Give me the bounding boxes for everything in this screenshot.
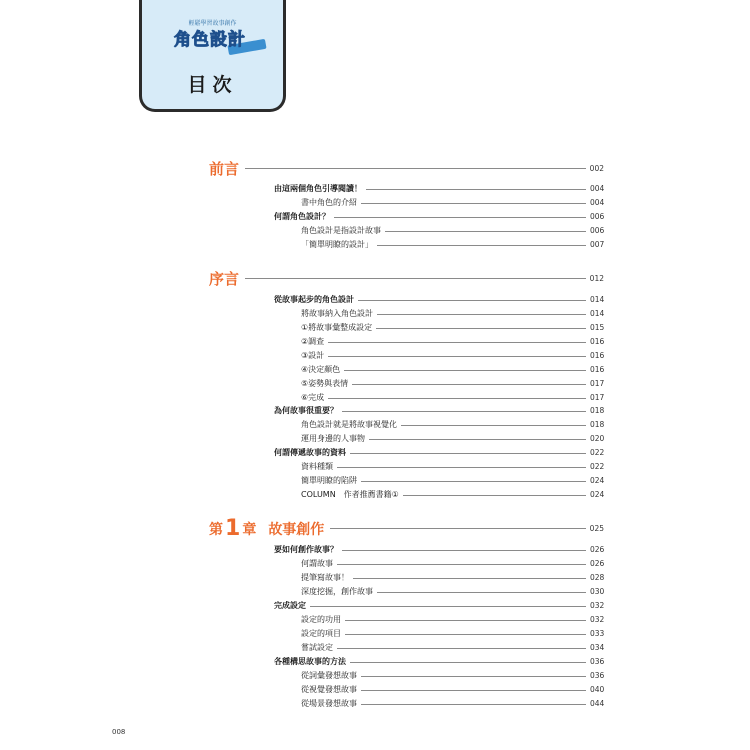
toc-subentry[interactable] (301, 198, 604, 208)
entry-title: 深度挖掘，創作故事 (301, 587, 373, 596)
entry-title: 何謂角色設計？ (274, 212, 330, 221)
book-logo: 角色設計 (174, 30, 246, 50)
toc-subentry[interactable] (301, 365, 604, 375)
leader-line (245, 168, 586, 169)
leader-line (385, 231, 586, 232)
entry-title: 完成設定 (274, 601, 306, 610)
leader-line (337, 564, 586, 565)
leader-line (310, 606, 586, 607)
leader-line (328, 398, 586, 399)
page-ref: 036 (590, 657, 605, 666)
leader-line (350, 662, 586, 663)
leader-line (334, 217, 586, 218)
entry-title: ③設計 (301, 351, 325, 360)
leader-line (342, 411, 586, 412)
toc-heading-entry[interactable] (274, 184, 604, 194)
leader-line (337, 648, 586, 649)
toc-subentry[interactable] (301, 699, 604, 709)
entry-title: 何謂故事 (301, 559, 333, 568)
leader-line (350, 453, 586, 454)
section-title: 序言 (209, 270, 240, 288)
toc-subentry[interactable] (301, 226, 604, 236)
entry-title: 簡單明瞭的陷阱 (301, 476, 357, 485)
page-ref: 022 (590, 462, 605, 471)
page-ref: 025 (589, 524, 604, 533)
toc-subentry[interactable] (301, 559, 604, 569)
leader-line (358, 300, 586, 301)
leader-line (401, 425, 586, 426)
entry-title: 由這兩個角色引導閱讀！ (274, 184, 362, 193)
leader-line (377, 314, 586, 315)
page-ref: 018 (590, 406, 605, 415)
page-ref: 018 (590, 420, 605, 429)
page-ref: 014 (590, 309, 605, 318)
leader-line (345, 634, 586, 635)
leader-line (352, 384, 586, 385)
page-ref: 016 (590, 351, 605, 360)
leader-line (245, 278, 586, 279)
leader-line (328, 342, 586, 343)
entry-title: ②調查 (301, 337, 325, 346)
page-ref: 016 (590, 337, 605, 346)
leader-line (361, 704, 586, 705)
page-ref: 007 (590, 240, 605, 249)
toc-section[interactable] (209, 268, 604, 289)
toc-subentry[interactable] (301, 337, 604, 347)
page-ref: 022 (590, 448, 605, 457)
toc-subentry[interactable] (301, 462, 604, 472)
page-number: 008 (112, 728, 126, 736)
toc-subentry[interactable] (301, 240, 604, 250)
leader-line (361, 203, 586, 204)
toc-heading-entry[interactable] (274, 545, 604, 555)
toc-subentry[interactable] (301, 490, 604, 500)
entry-title: 嘗試設定 (301, 643, 333, 652)
page-ref: 040 (590, 685, 605, 694)
toc-subentry[interactable] (301, 476, 604, 486)
page-ref: 020 (590, 434, 605, 443)
leader-line (403, 495, 586, 496)
toc-subentry[interactable] (301, 671, 604, 681)
entry-title: ⑤姿勢與表情 (301, 379, 349, 388)
entry-title: 書中角色的介紹 (301, 198, 357, 207)
toc-heading: 目次 (187, 74, 238, 96)
toc-subentry[interactable] (301, 643, 604, 653)
entry-title: 提筆寫故事！ (301, 573, 349, 582)
entry-title: 要如何創作故事？ (274, 545, 338, 554)
entry-title: 將故事納入角色設計 (301, 309, 373, 318)
entry-title: 角色設計就是將故事視覺化 (301, 420, 397, 429)
toc-subentry[interactable] (301, 615, 604, 625)
entry-title: 為何故事很重要？ (274, 406, 338, 415)
toc-heading-entry[interactable] (274, 448, 604, 458)
page-ref: 024 (590, 476, 605, 485)
leader-line (345, 620, 586, 621)
page-ref: 014 (590, 295, 605, 304)
entry-title: 「簡單明瞭的設計」 (301, 240, 373, 249)
leader-line (369, 439, 586, 440)
leader-line (361, 690, 586, 691)
chapter-title: 故事創作 (268, 521, 325, 538)
page-ref: 004 (590, 198, 605, 207)
entry-title: 設定的項目 (301, 629, 341, 638)
entry-title: 從詞彙發想故事 (301, 671, 357, 680)
entry-title: 角色設計是指設計故事 (301, 226, 381, 235)
toc-header-tab (139, 0, 286, 112)
entry-title: 從場景發想故事 (301, 699, 357, 708)
leader-line (342, 550, 586, 551)
toc-section[interactable] (209, 158, 604, 179)
entry-title: ①將故事彙整成設定 (301, 323, 373, 332)
toc-subentry[interactable] (301, 573, 604, 583)
entry-title: 從故事起步的角色設計 (274, 295, 354, 304)
page-ref: 016 (590, 365, 605, 374)
page-ref: 012 (589, 274, 604, 283)
page-ref: 034 (590, 643, 605, 652)
page-ref: 006 (590, 226, 605, 235)
chapter-number: 1 (225, 516, 241, 541)
page-ref: 030 (590, 587, 605, 596)
leader-line (344, 370, 586, 371)
chapter-suffix: 章 (242, 521, 257, 538)
leader-line (377, 245, 586, 246)
toc-heading-entry[interactable] (274, 657, 604, 667)
toc-subentry[interactable] (301, 685, 604, 695)
page-ref: 017 (590, 393, 605, 402)
toc-subentry[interactable] (301, 351, 604, 361)
toc-heading-entry[interactable] (274, 295, 604, 305)
leader-line (361, 481, 586, 482)
chapter-prefix: 第 (209, 521, 223, 538)
toc-subentry[interactable] (301, 393, 604, 403)
entry-title: 從視覺發想故事 (301, 685, 357, 694)
page-ref: 026 (590, 559, 605, 568)
leader-line (328, 356, 586, 357)
entry-title: ④決定顏色 (301, 365, 341, 374)
page-ref: 015 (590, 323, 605, 332)
leader-line (361, 676, 586, 677)
leader-line (353, 578, 586, 579)
toc-subentry[interactable] (301, 323, 604, 333)
toc-subentry[interactable] (301, 309, 604, 319)
entry-title: 運用身邊的人事物 (301, 434, 365, 443)
entry-title: COLUMN 作者推薦書籍① (301, 490, 399, 499)
leader-line (377, 592, 586, 593)
page-ref: 036 (590, 671, 605, 680)
toc-heading-entry[interactable] (274, 212, 604, 222)
page-ref: 026 (590, 545, 605, 554)
entry-title: ⑥完成 (301, 393, 325, 402)
toc-subentry[interactable] (301, 379, 604, 389)
entry-title: 設定的功用 (301, 615, 341, 624)
section-title: 前言 (209, 160, 240, 178)
page-ref: 017 (590, 379, 605, 388)
page-ref: 032 (590, 601, 605, 610)
entry-title: 資料種類 (301, 462, 333, 471)
page-ref: 028 (590, 573, 605, 582)
page-ref: 002 (589, 164, 604, 173)
page-ref: 044 (590, 699, 605, 708)
page-ref: 033 (590, 629, 605, 638)
toc-subentry[interactable] (301, 434, 604, 444)
entry-title: 各種構思故事的方法 (274, 657, 346, 666)
toc-heading-entry[interactable] (274, 601, 604, 611)
page-ref: 004 (590, 184, 605, 193)
page-ref: 024 (590, 490, 605, 499)
entry-title: 何謂傳遞故事的資料 (274, 448, 346, 457)
toc-subentry[interactable] (301, 629, 604, 639)
toc-heading-entry[interactable] (274, 406, 604, 416)
series-name: 輕鬆學習故事創作 (188, 20, 237, 27)
page-ref: 032 (590, 615, 605, 624)
leader-line (337, 467, 586, 468)
toc-subentry[interactable] (301, 420, 604, 430)
leader-line (366, 189, 586, 190)
page-ref: 006 (590, 212, 605, 221)
toc-subentry[interactable] (301, 587, 604, 597)
leader-line (330, 528, 585, 529)
toc-chapter[interactable] (209, 516, 604, 541)
leader-line (376, 328, 586, 329)
